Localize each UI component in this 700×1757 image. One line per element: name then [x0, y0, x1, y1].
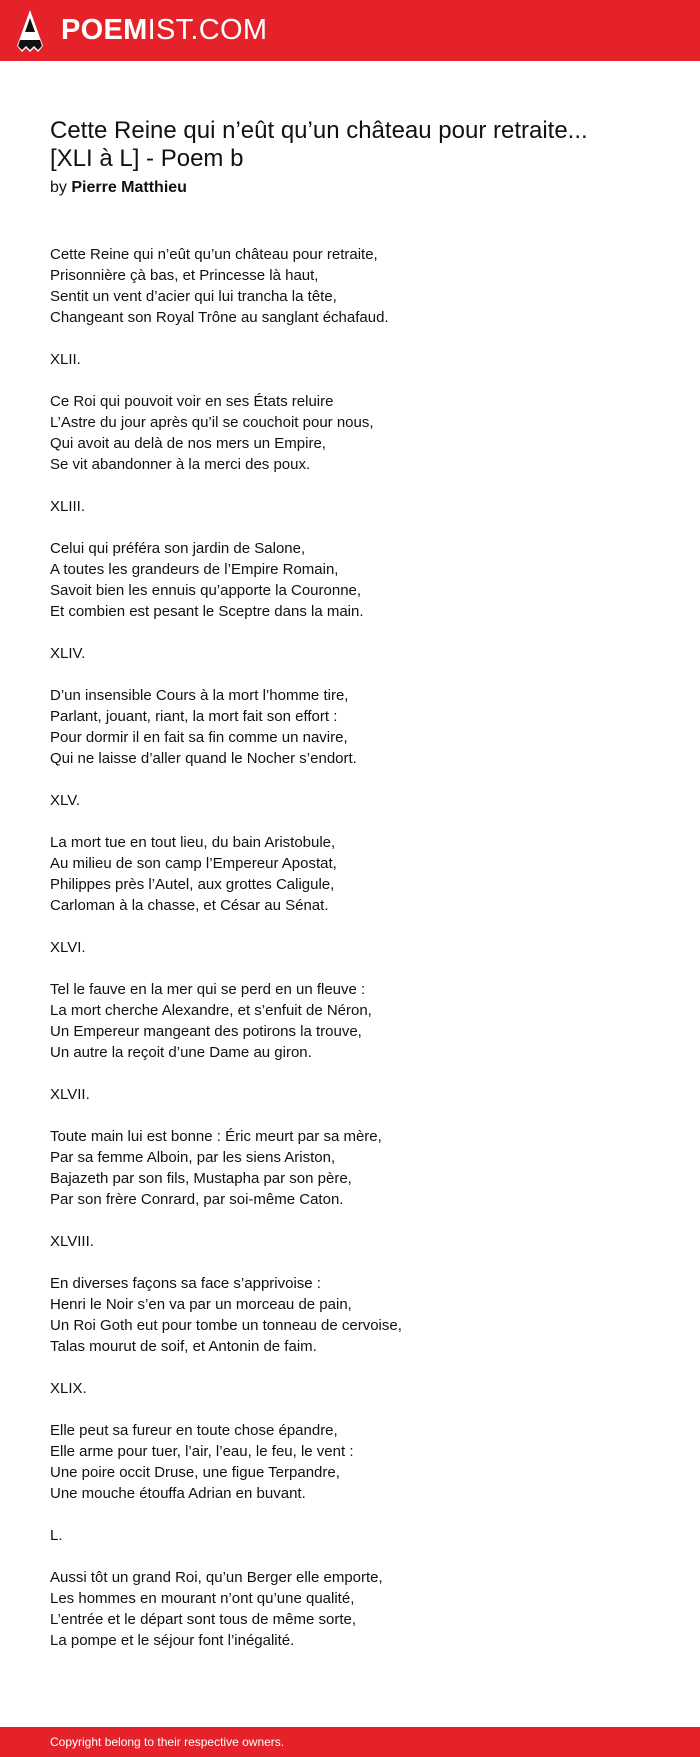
- poem-line: L’Astre du jour après qu’il se couchoit pour nous,: [50, 414, 374, 431]
- poem-title: Cette Reine qui n’eût qu’un château pour retraite... [XLI à L] - Poem b: [50, 117, 588, 172]
- poem-line: L’entrée et le départ sont tous de même sorte,: [50, 1611, 357, 1628]
- poem-line: Cette Reine qui n’eût qu’un château pour retraite,: [50, 246, 378, 263]
- poem-line: Un Empereur mangeant des potirons la trouve,: [50, 1023, 362, 1040]
- stanza-gap: [50, 769, 650, 790]
- stanza-gap: [50, 517, 650, 538]
- site-logo-text: [61, 12, 267, 48]
- poem-line: Elle peut sa fureur en toute chose épandre,: [50, 1422, 338, 1439]
- stanza-gap: [50, 622, 650, 643]
- poem-header: [50, 117, 610, 199]
- poem-line: XLII.: [50, 351, 81, 368]
- poem-line: Toute main lui est bonne : Éric meurt par sa mère,: [50, 1128, 382, 1145]
- poem-line: Qui ne laisse d’aller quand le Nocher s’endort.: [50, 750, 357, 767]
- stanza-gap: [50, 811, 650, 832]
- stanza-gap: [50, 370, 650, 391]
- poem-line: XLIII.: [50, 498, 86, 515]
- author-name[interactable]: Pierre Matthieu: [71, 179, 187, 196]
- poem-line: Une mouche étouffa Adrian en buvant.: [50, 1485, 306, 1502]
- stanza-gap: [50, 916, 650, 937]
- poem-line: XLIV.: [50, 645, 86, 662]
- poem-body: [50, 244, 650, 1651]
- poem-line: L.: [50, 1527, 63, 1544]
- poem-line: Parlant, jouant, riant, la mort fait son effort :: [50, 708, 338, 725]
- poem-line: Et combien est pesant le Sceptre dans la main.: [50, 603, 364, 620]
- logo-light-text: IST.COM: [147, 14, 268, 46]
- poem-line: Tel le fauve en la mer qui se perd en un fleuve :: [50, 981, 366, 998]
- poem-line: Carloman à la chasse, et César au Sénat.: [50, 897, 329, 914]
- poem-line: Henri le Noir s’en va par un morceau de pain,: [50, 1296, 352, 1313]
- poem-line: Aussi tôt un grand Roi, qu’un Berger elle emporte,: [50, 1569, 383, 1586]
- stanza-gap: [50, 1252, 650, 1273]
- poem-line: A toutes les grandeurs de l’Empire Romain,: [50, 561, 339, 578]
- poem-line: Au milieu de son camp l’Empereur Apostat,: [50, 855, 337, 872]
- stanza-gap: [50, 475, 650, 496]
- poem-line: La mort cherche Alexandre, et s’enfuit de Néron,: [50, 1002, 372, 1019]
- poem-line: Se vit abandonner à la merci des poux.: [50, 456, 311, 473]
- pen-nib-icon: [17, 10, 43, 52]
- poem-line: D’un insensible Cours à la mort l’homme tire,: [50, 687, 349, 704]
- poem-line: XLVIII.: [50, 1233, 94, 1250]
- stanza-gap: [50, 1357, 650, 1378]
- stanza-gap: [50, 1399, 650, 1420]
- stanza-gap: [50, 664, 650, 685]
- stanza-gap: [50, 1546, 650, 1567]
- poem-line: En diverses façons sa face s’apprivoise :: [50, 1275, 321, 1292]
- poem-line: Sentit un vent d’acier qui lui trancha la tête,: [50, 288, 337, 305]
- top-bar: [0, 0, 700, 61]
- poem-line: Qui avoit au delà de nos mers un Empire,: [50, 435, 326, 452]
- poem-line: La pompe et le séjour font l’inégalité.: [50, 1632, 295, 1649]
- poem-line: Un autre la reçoit d’une Dame au giron.: [50, 1044, 312, 1061]
- poem-line: Elle arme pour tuer, l’air, l’eau, le feu, le vent :: [50, 1443, 354, 1460]
- poem-line: XLIX.: [50, 1380, 87, 1397]
- byline: [50, 177, 610, 199]
- poem-line: XLVI.: [50, 939, 86, 956]
- poem-line: Prisonnière çà bas, et Princesse là haut,: [50, 267, 319, 284]
- copyright-text: Copyright belong to their respective owners.: [50, 1735, 285, 1749]
- poem-line: Pour dormir il en fait sa fin comme un navire,: [50, 729, 348, 746]
- poem-line: Un Roi Goth eut pour tombe un tonneau de cervoise,: [50, 1317, 402, 1334]
- poem-line: Celui qui préféra son jardin de Salone,: [50, 540, 306, 557]
- poem-line: XLV.: [50, 792, 81, 809]
- stanza-gap: [50, 1063, 650, 1084]
- poem-line: La mort tue en tout lieu, du bain Aristobule,: [50, 834, 336, 851]
- poem-line: Changeant son Royal Trône au sanglant échafaud.: [50, 309, 389, 326]
- logo-bold-text: POEM: [61, 14, 148, 46]
- poem-line: Savoit bien les ennuis qu’apporte la Couronne,: [50, 582, 362, 599]
- stanza-gap: [50, 1504, 650, 1525]
- stanza-gap: [50, 1105, 650, 1126]
- poem-line: Par son frère Conrard, par soi-même Caton.: [50, 1191, 344, 1208]
- stanza-gap: [50, 958, 650, 979]
- by-label: by: [50, 179, 67, 196]
- poem-line: Par sa femme Alboin, par les siens Ariston,: [50, 1149, 336, 1166]
- stanza-gap: [50, 328, 650, 349]
- poem-line: Philippes près l’Autel, aux grottes Caligule,: [50, 876, 335, 893]
- footer-bar: [0, 1727, 700, 1757]
- poem-line: Ce Roi qui pouvoit voir en ses États reluire: [50, 393, 334, 410]
- poem-line: Les hommes en mourant n’ont qu’une qualité,: [50, 1590, 355, 1607]
- poem-line: Talas mourut de soif, et Antonin de faim.: [50, 1338, 317, 1355]
- poem-line: Bajazeth par son fils, Mustapha par son père,: [50, 1170, 352, 1187]
- stanza-gap: [50, 1210, 650, 1231]
- poem-line: Une poire occit Druse, une figue Terpandre,: [50, 1464, 340, 1481]
- poem-line: XLVII.: [50, 1086, 90, 1103]
